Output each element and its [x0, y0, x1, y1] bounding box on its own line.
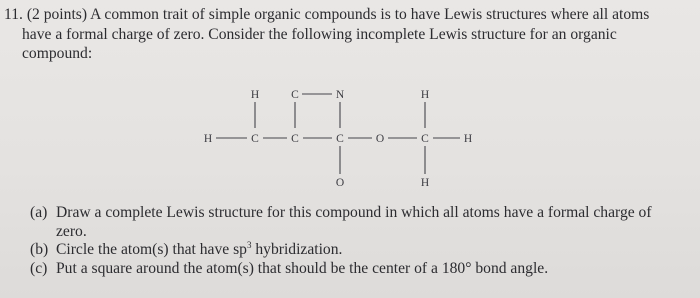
part-c-letter: (c) [30, 259, 48, 277]
part-b-text-before: Circle the atom(s) that have sp [56, 241, 247, 258]
question-parts [30, 204, 690, 278]
question-line-1-text: A common trait of simple organic compounds is to have Lewis structures where all atoms [90, 6, 650, 23]
atom-c2: C [291, 133, 299, 145]
atom-h-bottom: H [420, 177, 430, 189]
question-line-2: have a formal charge of zero. Consider the following incomplete Lewis structure for an organic [22, 25, 617, 43]
question-number: 11. [4, 6, 23, 23]
part-c [30, 260, 690, 279]
atom-c3: C [336, 133, 344, 145]
part-a-letter: (a) [30, 204, 48, 221]
atom-c-top: C [291, 89, 299, 101]
atom-o-middle: O [375, 133, 385, 145]
atom-h-right: H [463, 133, 473, 145]
part-a [30, 204, 690, 223]
part-b [30, 241, 690, 260]
atom-o-bottom: O [335, 177, 345, 189]
atom-c1: C [251, 133, 259, 145]
part-a-text: Draw a complete Lewis structure for this compound in which all atoms have a formal charge of [56, 204, 652, 221]
part-b-superscript: 3 [246, 240, 252, 250]
atom-c4: C [421, 133, 429, 145]
part-c-text: Put a square around the atom(s) that should be the center of a 180° bond angle. [56, 259, 549, 277]
atom-h-left: H [203, 133, 213, 145]
question-line-3: compound: [22, 45, 93, 62]
part-b-text-after: hybridization. [251, 241, 343, 258]
part-b-letter: (b) [30, 241, 49, 258]
atom-n-top: N [335, 89, 345, 101]
atom-h-top-right: H [420, 89, 430, 101]
question-points: (2 points) [26, 6, 88, 23]
part-a-continuation: zero. [56, 222, 87, 240]
atom-h-top-left: H [250, 89, 260, 101]
